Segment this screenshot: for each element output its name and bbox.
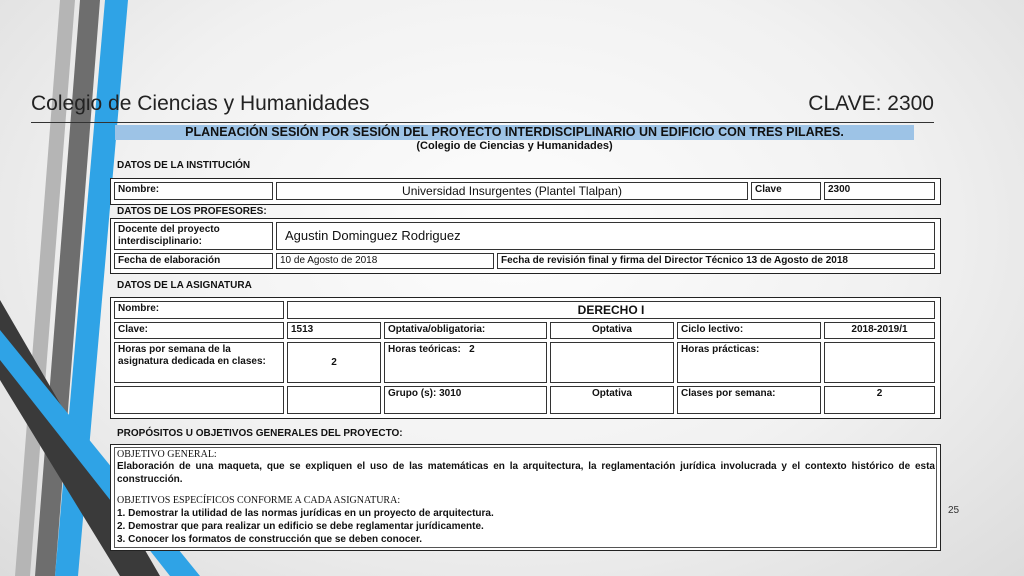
objetivo-item-3: 3. Conocer los formatos de construcción que se deben conocer. xyxy=(117,534,423,545)
objetivo-general-heading: OBJETIVO GENERAL: xyxy=(117,449,217,460)
banner-subtitle: (Colegio de Ciencias y Humanidades) xyxy=(416,140,613,152)
clave-header: CLAVE: 2300 xyxy=(808,92,934,115)
section-asignatura: DATOS DE LA ASIGNATURA xyxy=(117,280,252,291)
objetivo-item-1: 1. Demostrar la utilidad de las normas jurídicas en un proyecto de arquitectura. xyxy=(117,508,494,519)
optativa-label: Optativa/obligatoria: xyxy=(384,322,547,339)
docente-label: Docente del proyecto interdisciplinario: xyxy=(114,222,273,250)
asig-clave-value: 1513 xyxy=(287,322,381,339)
grupo-tipo: Optativa xyxy=(550,386,674,414)
optativa-value: Optativa xyxy=(550,322,674,339)
clases-value: 2 xyxy=(824,386,935,414)
ciclo-label: Ciclo lectivo: xyxy=(677,322,821,339)
objetivo-general-text: Elaboración de una maqueta, que se expliquen el uso de las matemáticas en la arquitectura, la reglamentación jurídica involucrada y el contexto histórico de esta construcción. xyxy=(117,461,935,485)
section-profesores: DATOS DE LOS PROFESORES: xyxy=(117,206,267,217)
asig-clave-label: Clave: xyxy=(114,322,284,339)
grupo: Grupo (s): 3010 xyxy=(384,386,547,414)
page-number: 25 xyxy=(948,505,960,516)
horas-semana-value: 2 xyxy=(287,342,381,383)
clave-label: Clave xyxy=(751,182,821,200)
revision-text: Fecha de revisión final y firma del Director Técnico 13 de Agosto de 2018 xyxy=(497,253,935,269)
section-institucion: DATOS DE LA INSTITUCIÓN xyxy=(117,160,251,171)
page-title: Colegio de Ciencias y Humanidades xyxy=(31,92,370,115)
banner-title: PLANEACIÓN SESIÓN POR SESIÓN DEL PROYECTO INTERDISCIPLINARIO UN EDIFICIO CON TRES PILARES. xyxy=(115,125,914,140)
clave-value: 2300 xyxy=(824,182,935,200)
ciclo-value: 2018-2019/1 xyxy=(824,322,935,339)
asig-nombre-label: Nombre: xyxy=(114,301,284,319)
nombre-label: Nombre: xyxy=(114,182,273,200)
horas-semana-label: Horas por semana de la asignatura dedicada en clases: xyxy=(114,342,284,383)
horas-teoricas: Horas teóricas: 2 xyxy=(384,342,547,383)
header-row xyxy=(31,92,934,123)
section-propositos: PROPÓSITOS U OBJETIVOS GENERALES DEL PROYECTO: xyxy=(117,428,403,439)
asig-nombre-value: DERECHO I xyxy=(287,301,935,319)
blank-cell-b xyxy=(287,386,381,414)
objetivos-especificos-heading: OBJETIVOS ESPECÍFICOS CONFORME A CADA ASIGNATURA: xyxy=(117,495,401,506)
blank-cell-a xyxy=(114,386,284,414)
horas-teoricas-blank xyxy=(550,342,674,383)
clases-label: Clases por semana: xyxy=(677,386,821,414)
title-blank xyxy=(691,92,755,114)
fecha-value: 10 de Agosto de 2018 xyxy=(276,253,494,269)
horas-practicas: Horas prácticas: xyxy=(677,342,821,383)
docente-value: Agustin Dominguez Rodriguez xyxy=(276,222,935,250)
fecha-label: Fecha de elaboración xyxy=(114,253,273,269)
institucion-nombre: Universidad Insurgentes (Plantel Tlalpan) xyxy=(276,182,748,200)
objetivo-item-2: 2. Demostrar que para realizar un edificio se debe reglamentar jurídicamente. xyxy=(117,521,484,532)
horas-practicas-blank xyxy=(824,342,935,383)
